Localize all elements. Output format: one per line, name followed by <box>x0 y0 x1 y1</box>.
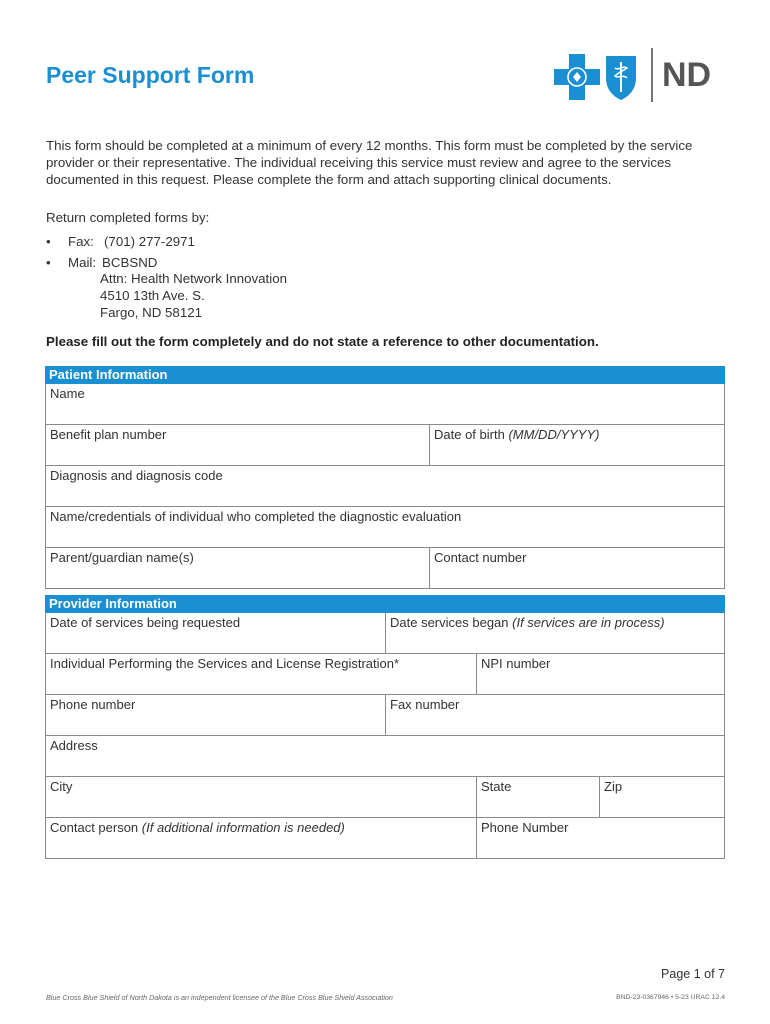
mail-address: Attn: Health Network Innovation 4510 13th Ave. S. Fargo, ND 58121 <box>100 271 287 320</box>
benefit-plan-field[interactable]: Benefit plan number <box>46 425 430 465</box>
dob-field[interactable]: Date of birth (MM/DD/YYYY) <box>434 427 600 442</box>
state-field[interactable]: State <box>477 777 600 817</box>
date-began-field[interactable]: Date services began (If services are in process) <box>390 615 665 630</box>
zip-field[interactable]: Zip <box>604 779 623 794</box>
fax-item: • Fax: (701) 277-2971 <box>46 234 195 249</box>
npi-field[interactable]: NPI number <box>481 656 551 671</box>
phone-number-field[interactable]: Phone Number <box>481 820 569 835</box>
footer-form-code: BND-23-0367946 • 5-23 URAC 12.4 <box>616 994 725 1001</box>
phone-fax-row <box>46 695 724 736</box>
diagnosis-row <box>46 466 724 507</box>
individual-license-field[interactable]: Individual Performing the Services and License Registration* <box>46 654 477 694</box>
intro-paragraph: This form should be completed at a minimum of every 12 months. This form must be completed by the service provider or their representative. The individual receiving this service must review and agree to the services documented in this request. Please complete the form and attach supporting clinical documents. <box>46 138 693 187</box>
dates-row <box>46 613 724 654</box>
city-field[interactable]: City <box>46 777 477 817</box>
return-title: Return completed forms by: <box>46 210 210 225</box>
svg-text:ND: ND <box>662 56 712 94</box>
individual-row <box>46 654 724 695</box>
blue-shield-icon <box>606 56 636 100</box>
page-number: Page 1 of 7 <box>661 967 725 981</box>
section-header: Patient Information <box>45 366 725 384</box>
address-row <box>46 736 724 777</box>
date-requested-field[interactable]: Date of services being requested <box>46 613 386 653</box>
guardian-row <box>46 548 724 589</box>
contact-person-field[interactable]: Contact person (If additional information is needed) <box>46 818 477 858</box>
name-field[interactable]: Name <box>50 386 85 401</box>
patient-information-section <box>45 366 725 589</box>
provider-information-section <box>45 595 725 859</box>
return-methods <box>46 233 195 271</box>
diagnosis-field[interactable]: Diagnosis and diagnosis code <box>50 468 223 483</box>
address-field[interactable]: Address <box>50 738 98 753</box>
blue-cross-icon <box>554 54 600 100</box>
footer-disclaimer: Blue Cross Blue Shield of North Dakota is an independent licensee of the Blue Cross Blue Shield Association <box>46 993 393 1002</box>
guardian-field[interactable]: Parent/guardian name(s) <box>46 548 430 588</box>
name-row <box>46 384 724 425</box>
bcbsnd-logo <box>554 46 730 104</box>
plan-dob-row <box>46 425 724 466</box>
page-title: Peer Support Form <box>46 62 255 88</box>
credentials-row <box>46 507 724 548</box>
contact-number-field[interactable]: Contact number <box>434 550 527 565</box>
city-state-zip-row <box>46 777 724 818</box>
contact-person-row <box>46 818 724 859</box>
fax-field[interactable]: Fax number <box>390 697 460 712</box>
credentials-field[interactable]: Name/credentials of individual who completed the diagnostic evaluation <box>50 509 462 524</box>
section-header: Provider Information <box>45 595 725 613</box>
notice-text: Please fill out the form completely and do not state a reference to other documentation. <box>46 334 599 349</box>
mail-item: • Mail: BCBSND <box>46 255 158 270</box>
phone-field[interactable]: Phone number <box>46 695 386 735</box>
